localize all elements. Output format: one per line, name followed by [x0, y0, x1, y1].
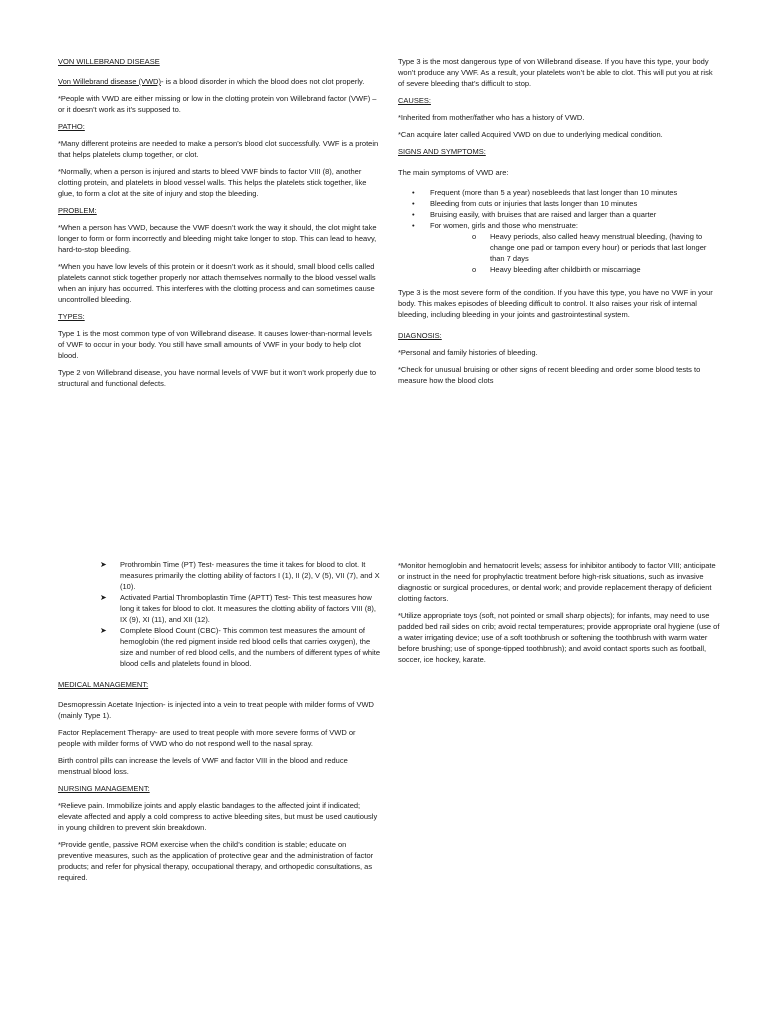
types-paragraph-2: Type 2 von Willebrand disease, you have normal levels of VWF but it won’t work properly due to structural and functional defects. [58, 368, 377, 388]
subitem-text: Heavy bleeding after childbirth or miscarriage [490, 265, 641, 274]
nursing-paragraph-1: *Relieve pain. Immobilize joints and apply elastic bandages to the affected joint if indicated; elevate affected and apply a cold compress to active bleeding sites, but must be used cautiously in young children to prevent skin breakdown. [58, 801, 378, 832]
symptom-text: Bleeding from cuts or injuries that lasts longer than 10 minutes [430, 199, 638, 208]
panel-bottom-right [398, 560, 720, 671]
symptom-text: For women, girls and those who menstruate: [430, 221, 578, 230]
test-text: Complete Blood Count (CBC)- This common test measures the amount of hemoglobin (the red pigment inside red blood cells that carries oxygen), the size and number of red blood cells, and the numbers of different types of white blood cells and platelets found in blood. [120, 626, 381, 668]
problem-paragraph-2: *When you have low levels of this protein or it doesn’t work as it should, small blood cells called platelets cannot stick together properly nor attach themselves normally to the blood vessel walls when an injury has occurred. This interferes with the clotting process and can sometimes cause uncontrolled bleeding. [58, 262, 376, 304]
menstruation-sublist [430, 231, 720, 275]
list-item [58, 592, 380, 625]
symptom-list [398, 187, 720, 275]
signs-intro: The main symptoms of VWD are: [398, 168, 509, 177]
diagnosis-paragraph-2: *Check for unusual bruising or other signs of recent bleeding and order some blood tests to measure how the blood clots [398, 365, 701, 385]
list-item [398, 209, 720, 220]
arrow-bullet-icon: ➤ [100, 626, 107, 635]
medical-paragraph-3: Birth control pills can increase the levels of VWF and factor VIII in the blood and reduce menstrual blood loss. [58, 756, 348, 776]
bullet-icon: • [412, 221, 415, 230]
test-text: Activated Partial Thromboplastin Time (APTT) Test- This test measures how long it takes for blood to clot. It measures the clotting ability of factors VIII (8), IX (9), XI (11), and XII (12). [120, 593, 376, 624]
signs-heading: SIGNS AND SYMPTOMS: [398, 147, 486, 156]
type3-severe-paragraph: Type 3 is the most severe form of the condition. If you have this type, you have no VWF in your body. This makes episodes of bleeding difficult to control. It also raises your risk of internal bleeding, including bleeding in your joints and gastrointestinal system. [398, 288, 713, 319]
list-item [430, 264, 720, 275]
patho-heading: PATHO: [58, 122, 85, 131]
test-text: Prothrombin Time (PT) Test- measures the time it takes for blood to clot. It measures primarily the clotting ability of factors I (1), II (2), V (5), VII (7), and X (10). [120, 560, 380, 591]
sub-bullet-icon: o [472, 232, 477, 241]
panel-bottom-left [58, 559, 380, 889]
subitem-text: Heavy periods, also called heavy menstrual bleeding, (having to change one pad or tampon every hour) or periods that last longer than 7 days [490, 232, 707, 263]
list-item [398, 198, 720, 209]
sub-bullet-icon: o [472, 265, 477, 274]
panel-top-right [398, 56, 720, 392]
definition-term: Von Willebrand disease (VWD) [58, 77, 161, 86]
list-item [430, 231, 720, 264]
medical-management-heading: MEDICAL MANAGEMENT: [58, 680, 149, 689]
bullet-icon: • [412, 210, 415, 219]
diagnosis-heading: DIAGNOSIS: [398, 331, 442, 340]
list-item [398, 187, 720, 198]
causes-heading: CAUSES: [398, 96, 431, 105]
causes-paragraph-1: *Inherited from mother/father who has a history of VWD. [398, 113, 585, 122]
diagnostic-tests-list [58, 559, 380, 669]
definition-text: - is a blood disorder in which the blood does not clot properly. [160, 77, 365, 86]
arrow-bullet-icon: ➤ [100, 593, 107, 602]
list-item [58, 625, 380, 669]
types-paragraph-1: Type 1 is the most common type of von Willebrand disease. It causes lower-than-normal levels of VWF to occur in your body. You still have small amounts of VWF in your body to help clot blood. [58, 329, 372, 360]
intro-paragraph: *People with VWD are either missing or low in the clotting protein von Willebrand factor (VWF) – or it doesn’t work as it’s supposed to. [58, 94, 377, 114]
problem-heading: PROBLEM: [58, 206, 97, 215]
symptom-text: Bruising easily, with bruises that are raised and larger than a quarter [430, 210, 657, 219]
arrow-bullet-icon: ➤ [100, 560, 107, 569]
bullet-icon: • [412, 188, 415, 197]
list-item [58, 559, 380, 592]
panel-top-left [58, 56, 380, 395]
list-item [398, 220, 720, 275]
document-title: VON WILLEBRAND DISEASE [58, 57, 160, 66]
type3-paragraph: Type 3 is the most dangerous type of von Willebrand disease. If you have this type, your body won’t produce any VWF. As a result, your platelets won’t be able to clot. This will put you at risk of severe bleeding that’s difficult to stop. [398, 57, 713, 88]
diagnosis-paragraph-1: *Personal and family histories of bleeding. [398, 348, 538, 357]
causes-paragraph-2: *Can acquire later called Acquired VWD on due to underlying medical condition. [398, 130, 663, 139]
definition-paragraph [58, 76, 380, 87]
types-heading: TYPES: [58, 312, 85, 321]
patho-paragraph-1: *Many different proteins are needed to make a person’s blood clot successfully. VWF is a protein that helps platelets clump together, or clot. [58, 139, 379, 159]
nursing-management-heading: NURSING MANAGEMENT: [58, 784, 150, 793]
symptom-text: Frequent (more than 5 a year) nosebleeds that last longer than 10 minutes [430, 188, 678, 197]
bullet-icon: • [412, 199, 415, 208]
nursing-continued-paragraph-2: *Utilize appropriate toys (soft, not pointed or small sharp objects); for infants, may need to use padded bed rail sides on crib; avoid rectal temperatures; provide appropriate oral hygiene (use of a water irrigating device; use of a soft toothbrush or softening the toothbrush with warm water before brushing; use of sponge-tipped toothbrush); and avoid contact sports such as football, soccer, ice hockey, karate. [398, 611, 720, 664]
nursing-continued-paragraph-1: *Monitor hemoglobin and hematocrit levels; assess for inhibitor antibody to factor VIII; anticipate or instruct in the need for prophylactic treatment before high-risk situations, such as invasive diagnostic or surgical procedures, or dental work; and provide replacement therapy of deficient clotting factors. [398, 561, 716, 603]
problem-paragraph-1: *When a person has VWD, because the VWF doesn’t work the way it should, the clot might take longer to form or form incorrectly and bleeding might take longer to stop. This can lead to heavy, hard-to-stop bleeding. [58, 223, 377, 254]
medical-paragraph-2: Factor Replacement Therapy- are used to treat people with more severe forms of VWD or people with milder forms of VWD who do not respond well to the nasal spray. [58, 728, 356, 748]
medical-paragraph-1: Desmopressin Acetate Injection- is injected into a vein to treat people with milder forms of VWD (mainly Type 1). [58, 700, 374, 720]
patho-paragraph-2: *Normally, when a person is injured and starts to bleed VWF binds to factor VIII (8), another clotting protein, and platelets in blood vessel walls. This helps the platelets stick together, like glue, to form a clot at the site of injury and stop the bleeding. [58, 167, 367, 198]
nursing-paragraph-2: *Provide gentle, passive ROM exercise when the child’s condition is stable; educate on preventive measures, such as the application of protective gear and the administration of factor products; and refer for physical therapy, occupational therapy, and orthopedic consultations, as required. [58, 840, 374, 882]
